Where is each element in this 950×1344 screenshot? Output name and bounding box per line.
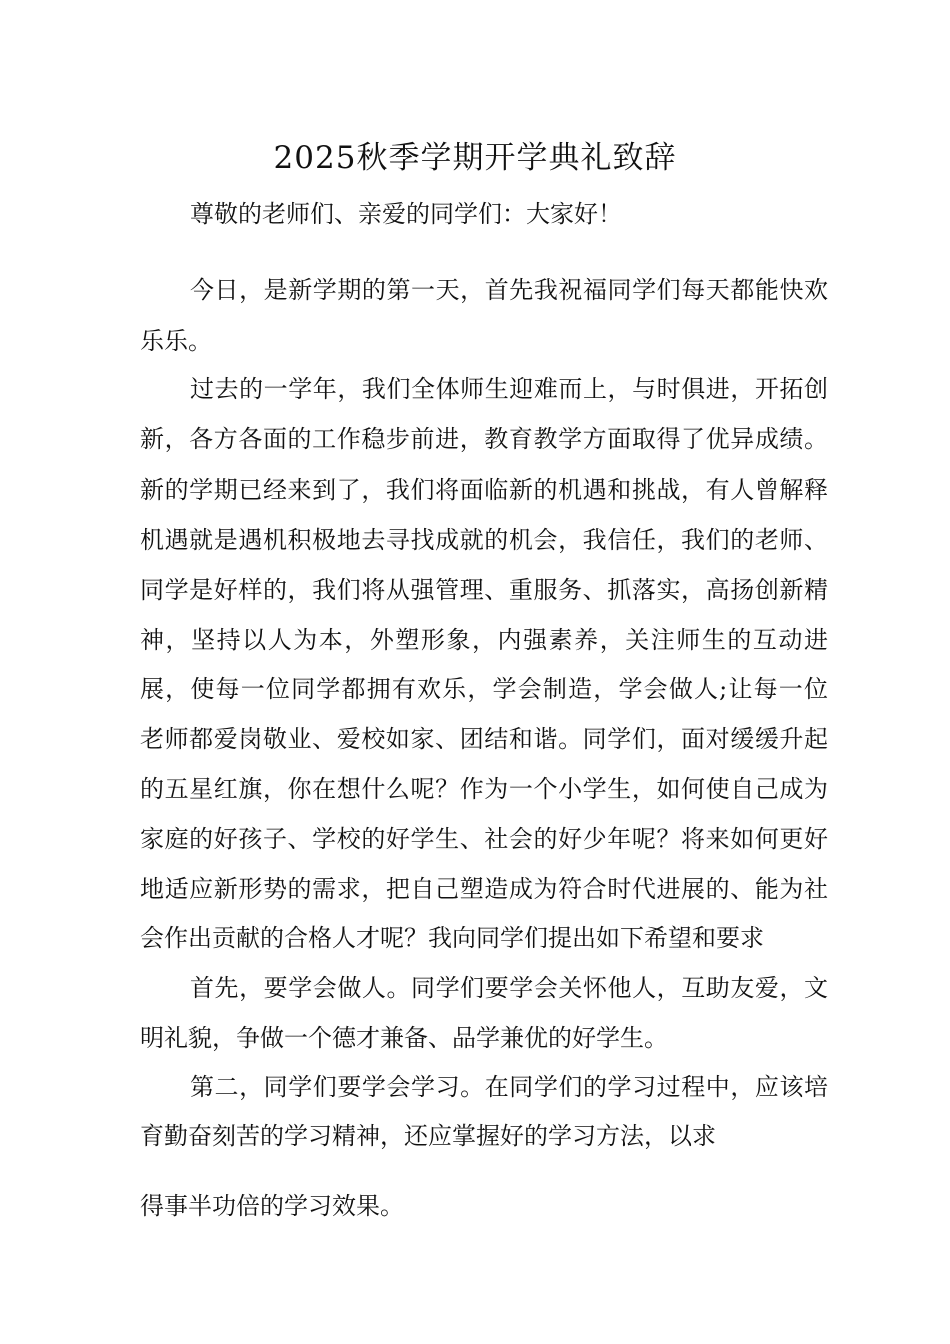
paragraph-line: 的五星红旗，你在想什么呢？作为一个小学生，如何使自己成为	[140, 775, 828, 803]
paragraph-line: 机遇就是遇机积极地去寻找成就的机会，我信任，我们的老师、	[140, 526, 828, 554]
paragraph-line: 第二，同学们要学会学习。在同学们的学习过程中，应该培	[190, 1073, 828, 1101]
paragraph-line: 地适应新形势的需求，把自己塑造成为符合时代进展的、能为社	[140, 875, 828, 903]
paragraph-line: 乐乐。	[140, 327, 212, 355]
paragraph-line: 明礼貌，争做一个德才兼备、品学兼优的好学生。	[140, 1024, 668, 1052]
paragraph-line: 家庭的好孩子、学校的好学生、社会的好少年呢？将来如何更好	[140, 825, 828, 853]
paragraph-line: 神，坚持以人为本，外塑形象，内强素养，关注师生的互动进	[140, 626, 828, 654]
paragraph-line: 今日，是新学期的第一天，首先我祝福同学们每天都能快欢	[190, 276, 828, 304]
paragraph-line: 新的学期已经来到了，我们将面临新的机遇和挑战，有人曾解释	[140, 476, 828, 504]
paragraph-line: 育勤奋刻苦的学习精神，还应掌握好的学习方法，以求	[140, 1122, 716, 1150]
paragraph-line: 新，各方各面的工作稳步前进，教育教学方面取得了优异成绩。	[140, 425, 828, 453]
paragraph-line: 展，使每一位同学都拥有欢乐，学会制造，学会做人;让每一位	[140, 675, 828, 703]
paragraph-line: 首先，要学会做人。同学们要学会关怀他人，互助友爱，文	[190, 974, 828, 1002]
paragraph-line: 同学是好样的，我们将从强管理、重服务、抓落实，高扬创新精	[140, 576, 828, 604]
document-title: 2025秋季学期开学典礼致辞	[273, 140, 677, 176]
salutation-line: 尊敬的老师们、亲爱的同学们：大家好！	[190, 200, 622, 228]
paragraph-line: 会作出贡献的合格人才呢？我向同学们提出如下希望和要求	[140, 924, 764, 952]
paragraph-line: 得事半功倍的学习效果。	[140, 1192, 404, 1220]
paragraph-line: 过去的一学年，我们全体师生迎难而上，与时俱进，开拓创	[190, 375, 828, 403]
paragraph-line: 老师都爱岗敬业、爱校如家、团结和谐。同学们，面对缓缓升起	[140, 725, 828, 753]
